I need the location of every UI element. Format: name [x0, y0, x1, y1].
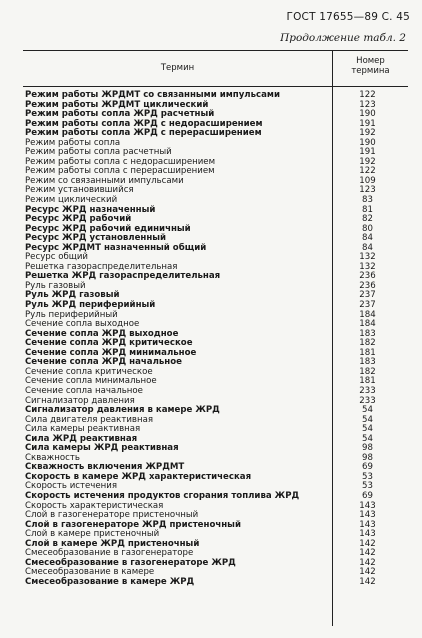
term-number-cell: 237	[359, 300, 376, 311]
term-number-cell: 191	[359, 118, 376, 129]
term-number-cell: 184	[359, 319, 376, 330]
term-cell: Режим работы ЖРДМТ циклический	[25, 99, 209, 110]
term-cell: Сечение сопла начальное	[25, 385, 143, 396]
term-number-cell: 54	[362, 424, 373, 435]
term-number-cell: 181	[359, 376, 376, 387]
term-number-cell: 233	[359, 385, 376, 396]
term-number-cell: 54	[362, 433, 373, 444]
term-cell: Режим работы сопла	[25, 137, 121, 148]
term-cell: Сечение сопла ЖРД выходное	[25, 328, 179, 339]
term-cell: Слой в газогенераторе ЖРД пристеночный	[25, 519, 241, 530]
term-cell: Режим работы сопла ЖРД с перерасширением	[25, 128, 262, 139]
term-cell: Сечение сопла ЖРД начальное	[25, 357, 182, 368]
term-cell: Смесеобразование в газогенераторе ЖРД	[25, 557, 236, 568]
term-cell: Смесеобразование в камере ЖРД	[25, 576, 195, 587]
term-cell: Режим установившийся	[25, 185, 134, 196]
term-cell: Режим работы сопла с перерасширением	[25, 166, 215, 177]
term-number-cell: 236	[359, 271, 376, 282]
term-number-cell: 191	[359, 147, 376, 158]
term-cell: Смесеобразование в газогенераторе	[25, 548, 194, 559]
table-row	[23, 444, 408, 454]
term-cell: Решетка газораспределительная	[25, 261, 178, 272]
term-cell: Сила ЖРД реактивная	[25, 433, 138, 444]
term-cell: Скорость истечения продуктов сгорания топлива ЖРД	[25, 490, 300, 501]
term-number-cell: 132	[359, 252, 376, 263]
term-cell: Скорость характеристическая	[25, 500, 164, 511]
term-number-cell: 182	[359, 366, 376, 377]
term-number-cell: 142	[359, 548, 376, 559]
term-cell: Решетка ЖРД газораспределительная	[25, 271, 221, 282]
header-separator-rule	[23, 86, 408, 87]
term-number-cell: 69	[362, 490, 373, 501]
term-cell: Сечение сопла ЖРД критическое	[25, 338, 193, 349]
term-number-cell: 142	[359, 557, 376, 568]
term-number-cell: 132	[359, 261, 376, 272]
term-number-cell: 143	[359, 510, 376, 521]
term-cell: Скважность включения ЖРДМТ	[25, 462, 185, 473]
term-cell: Сечение сопла критическое	[25, 366, 153, 377]
term-number-cell: 183	[359, 357, 376, 368]
term-cell: Сечение сопла ЖРД минимальное	[25, 347, 197, 358]
terms-table	[23, 50, 408, 626]
term-cell: Ресурс ЖРД установленный	[25, 233, 167, 244]
column-header-term: Термин	[160, 63, 195, 73]
term-number-cell: 98	[362, 452, 373, 463]
term-cell: Скорость в камере ЖРД характеристическая	[25, 471, 252, 482]
term-number-cell: 84	[362, 233, 373, 244]
term-number-cell: 142	[359, 538, 376, 549]
term-cell: Режим работы сопла ЖРД расчетный	[25, 109, 215, 120]
term-cell: Слой в камере пристеночный	[25, 529, 160, 540]
term-number-cell: 54	[362, 405, 373, 416]
table-top-rule	[23, 50, 408, 51]
term-number-cell: 82	[362, 214, 373, 225]
term-cell: Руль ЖРД газовый	[25, 290, 120, 301]
term-number-cell: 123	[359, 99, 376, 110]
term-cell: Сигнализатор давления	[25, 395, 135, 406]
term-number-cell: 233	[359, 395, 376, 406]
term-cell: Ресурс ЖРД рабочий единичный	[25, 223, 191, 234]
term-cell: Смесеобразование в камере	[25, 567, 155, 578]
term-number-cell: 80	[362, 223, 373, 234]
term-cell: Режим со связанными импульсами	[25, 175, 184, 186]
term-number-cell: 142	[359, 576, 376, 587]
term-cell: Слой в газогенераторе пристеночный	[25, 510, 199, 521]
term-number-cell: 142	[359, 567, 376, 578]
term-cell: Руль ЖРД периферийный	[25, 300, 156, 311]
term-number-cell: 143	[359, 519, 376, 530]
term-cell: Скважность	[25, 452, 80, 463]
term-cell: Сила камеры реактивная	[25, 424, 141, 435]
term-number-cell: 192	[359, 128, 376, 139]
term-cell: Сигнализатор давления в камере ЖРД	[25, 405, 220, 416]
term-number-cell: 83	[362, 195, 373, 206]
term-number-cell: 109	[359, 175, 376, 186]
term-number-cell: 84	[362, 242, 373, 253]
term-number-cell: 192	[359, 156, 376, 167]
term-number-cell: 98	[362, 443, 373, 454]
term-number-cell: 184	[359, 309, 376, 320]
term-number-cell: 122	[359, 166, 376, 177]
table-row	[23, 578, 408, 588]
term-number-cell: 190	[359, 137, 376, 148]
term-cell: Скорость истечения	[25, 481, 118, 492]
term-cell: Слой в камере ЖРД пристеночный	[25, 538, 200, 549]
term-cell: Ресурс общий	[25, 252, 89, 263]
term-cell: Режим работы сопла расчетный	[25, 147, 172, 158]
term-number-cell: 143	[359, 529, 376, 540]
term-number-cell: 53	[362, 471, 373, 482]
column-header-number-line1: Номер	[356, 56, 385, 66]
term-cell: Режим работы сопла с недорасширением	[25, 156, 216, 167]
term-number-cell: 123	[359, 185, 376, 196]
term-cell: Ресурс ЖРДМТ назначенный общий	[25, 242, 207, 253]
page-header: ГОСТ 17655—89 С. 45	[286, 11, 410, 23]
term-number-cell: 69	[362, 462, 373, 473]
term-number-cell: 237	[359, 290, 376, 301]
term-cell: Режим работы ЖРДМТ со связанными импульсами	[25, 90, 280, 100]
table-body	[23, 91, 408, 587]
term-number-cell: 53	[362, 481, 373, 492]
term-number-cell: 182	[359, 338, 376, 349]
term-cell: Руль газовый	[25, 280, 86, 291]
term-number-cell: 81	[362, 204, 373, 215]
term-cell: Режим работы сопла ЖРД с недорасширением	[25, 118, 263, 129]
term-number-cell: 122	[359, 90, 376, 100]
term-cell: Ресурс ЖРД назначенный	[25, 204, 156, 215]
term-cell: Ресурс ЖРД рабочий	[25, 214, 132, 225]
term-number-cell: 236	[359, 280, 376, 291]
column-header-number	[333, 56, 408, 76]
table-continuation-caption: Продолжение табл. 2	[280, 32, 406, 44]
term-number-cell: 143	[359, 500, 376, 511]
term-number-cell: 54	[362, 414, 373, 425]
column-header-number-line2: термина	[351, 66, 390, 76]
term-cell: Сечение сопла выходное	[25, 319, 140, 330]
term-cell: Сила камеры ЖРД реактивная	[25, 443, 179, 454]
term-cell: Сечение сопла минимальное	[25, 376, 157, 387]
term-cell: Режим циклический	[25, 195, 118, 206]
term-number-cell: 190	[359, 109, 376, 120]
term-number-cell: 183	[359, 328, 376, 339]
term-cell: Сила двигателя реактивная	[25, 414, 154, 425]
term-number-cell: 181	[359, 347, 376, 358]
term-cell: Руль периферийный	[25, 309, 118, 320]
